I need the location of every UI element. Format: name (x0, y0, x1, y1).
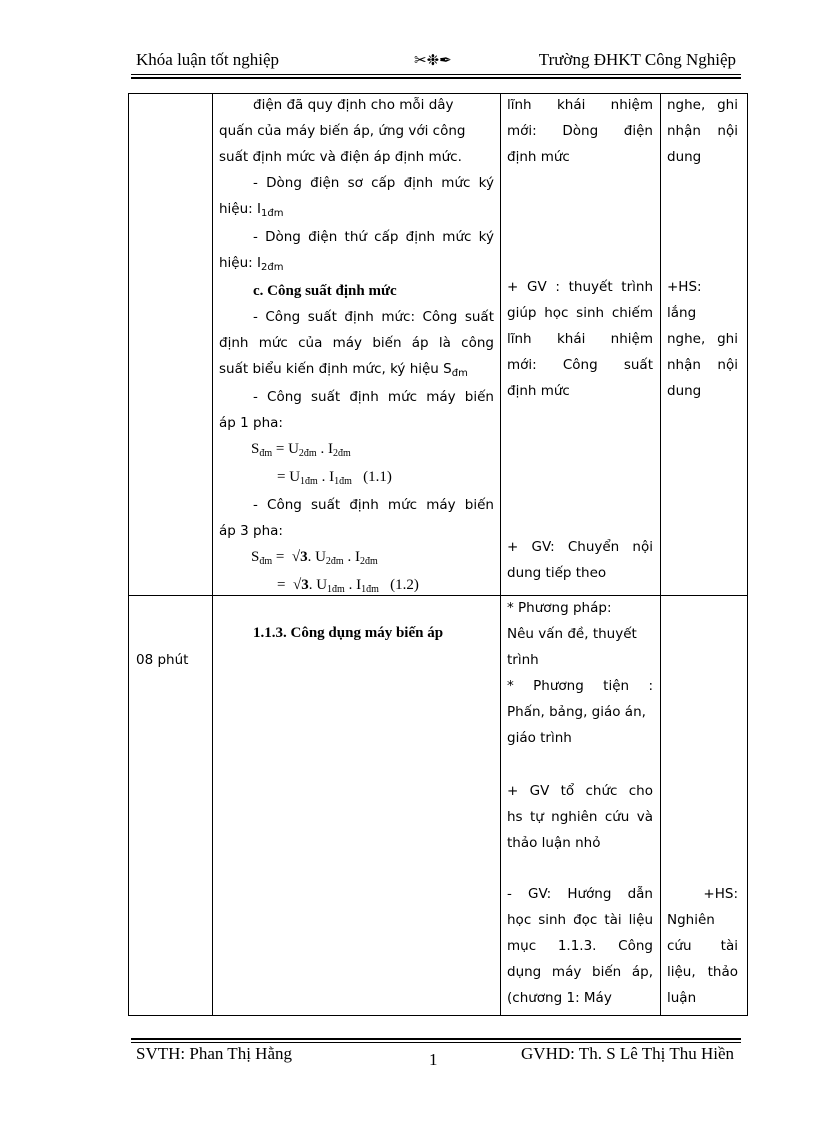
text-fragment: hiệu: I (219, 255, 261, 271)
row2-teacher-activity (507, 595, 653, 751)
text-line: dung (667, 149, 702, 165)
text-fragment: = (272, 549, 292, 565)
formula-line (219, 436, 494, 464)
text-line (219, 196, 494, 224)
text-line: - Công suất định mức máy biến (253, 497, 494, 513)
sqrt-symbol: √3 (292, 577, 309, 593)
row2-section-title: 1.1.3. Công dụng máy biến áp (253, 625, 444, 641)
text-fragment: . U (308, 577, 328, 593)
text-line: giúp học sinh chiếm (507, 305, 653, 321)
subscript: 1đm (300, 476, 318, 487)
text-line: dung (667, 383, 702, 399)
header-rule-thin (131, 74, 741, 75)
text-line: định mức (507, 149, 570, 165)
text-line: - Công suất định mức: Công suất (253, 309, 494, 325)
text-fragment: (1.1) (351, 469, 392, 485)
section-heading: c. Công suất định mức (253, 283, 397, 299)
text-line: nghe, ghi (667, 331, 738, 347)
text-fragment: suất biểu kiến định mức, ký hiệu S (219, 361, 452, 377)
text-line (219, 250, 494, 278)
subscript: 1đm (261, 208, 284, 219)
subscript: đm (259, 448, 273, 459)
text-line: * Phương pháp: (507, 600, 612, 616)
row1-teacher-activity-3 (507, 534, 653, 586)
row1-student-activity-2 (667, 274, 738, 404)
subscript: đm (451, 368, 468, 379)
text-fragment: . U (307, 549, 326, 565)
text-fragment: . I (344, 577, 362, 593)
text-fragment: S (251, 549, 260, 565)
footer-rule-thick (131, 1038, 741, 1040)
text-fragment: = (277, 577, 293, 593)
text-line: mục 1.1.3. Công (507, 938, 653, 954)
text-line: Nêu vấn đề, thuyết (507, 626, 637, 642)
formula-line (219, 464, 494, 492)
row2-teacher-activity-2 (507, 778, 653, 856)
text-fragment: S (251, 441, 260, 457)
row1-teacher-activity-2 (507, 274, 653, 404)
subscript: 1đm (327, 584, 345, 595)
text-line: - Dòng điện thứ cấp định mức ký (253, 229, 494, 245)
text-line: + GV: Chuyển nội (507, 539, 653, 555)
text-line: nghe, ghi (667, 97, 738, 113)
text-line: lĩnh khái nhiệm (507, 331, 653, 347)
text-fragment: hiệu: I (219, 201, 261, 217)
text-line: điện đã quy định cho mỗi dây (253, 97, 454, 113)
subscript: 2đm (332, 448, 351, 459)
row1-student-activity (667, 92, 738, 170)
subscript: 1đm (334, 476, 352, 487)
subscript: 2đm (325, 556, 344, 567)
text-line: định mức (507, 383, 570, 399)
text-line: nhận nội (667, 123, 738, 139)
header-ornament: ✂❉✒ (414, 53, 452, 69)
text-line: giáo trình (507, 730, 572, 746)
text-fragment: (1.2) (378, 577, 419, 593)
text-line: suất định mức và điện áp định mức. (219, 149, 462, 165)
text-line: Phấn, bảng, giáo án, (507, 704, 646, 720)
subscript: 2đm (298, 448, 317, 459)
text-line: quấn của máy biến áp, ứng với công (219, 123, 466, 139)
text-line: áp 1 pha: (219, 415, 283, 431)
text-line: mới: Công suất (507, 357, 653, 373)
footer-left-text: SVTH: Phan Thị Hằng (136, 1044, 292, 1063)
header-right-text: Trường ĐHKT Công Nghiệp (538, 50, 736, 69)
formula-line (219, 544, 494, 572)
text-line: định mức của máy biến áp là công (219, 335, 494, 351)
table-col-divider-3 (660, 93, 661, 1015)
header-left-text: Khóa luận tốt nghiệp (136, 50, 280, 69)
subscript: 1đm (361, 584, 379, 595)
header-rule-thick (131, 77, 741, 79)
text-line: * Phương tiện : (507, 678, 653, 694)
text-fragment: . I (343, 549, 360, 565)
text-line: +HS: (667, 279, 702, 295)
table-col-divider-2 (500, 93, 501, 1015)
text-fragment: = U (272, 441, 299, 457)
text-line: nhận nội (667, 357, 738, 373)
subscript: 2đm (359, 556, 378, 567)
footer-right-text: GVHD: Th. S Lê Thị Thu Hiền (521, 1044, 734, 1063)
text-fragment: = U (277, 469, 301, 485)
text-line: - Dòng điện sơ cấp định mức ký (253, 175, 494, 191)
page-header (136, 50, 736, 72)
subscript: đm (259, 556, 273, 567)
text-line (219, 356, 494, 384)
row1-content-column (219, 92, 494, 600)
text-fragment: . I (317, 469, 335, 485)
row1-teacher-activity (507, 92, 653, 170)
text-line: thảo luận nhỏ (507, 835, 601, 851)
text-line: trình (507, 652, 539, 668)
text-line: cứu tài (667, 938, 738, 954)
text-fragment: . I (316, 441, 333, 457)
text-line: học sinh đọc tài liệu (507, 912, 653, 928)
row2-teacher-activity-3 (507, 881, 653, 1011)
text-line: lĩnh khái nhiệm (507, 97, 653, 113)
text-line: luận (667, 990, 697, 1006)
text-line: (chương 1: Máy (507, 990, 612, 1006)
text-line: mới: Dòng điện (507, 123, 653, 139)
text-line: liệu, thảo (667, 964, 738, 980)
page-number: 1 (429, 1050, 438, 1069)
text-line: + GV : thuyết trình (507, 279, 653, 295)
footer-rule-thin (131, 1042, 741, 1043)
subscript: 2đm (261, 262, 284, 273)
sqrt-symbol: √3 (291, 549, 308, 565)
row2-student-activity (667, 881, 738, 1011)
text-line: dung tiếp theo (507, 565, 607, 581)
text-line: dụng máy biến áp, (507, 964, 653, 980)
text-line: - Công suất định mức máy biến (253, 389, 494, 405)
row2-duration: 08 phút (136, 652, 189, 668)
text-line: +HS: (703, 886, 738, 902)
table-col-divider-1 (212, 93, 213, 1015)
text-line: + GV tổ chức cho (507, 783, 653, 799)
text-line: - GV: Hướng dẫn (507, 886, 653, 902)
text-line: hs tự nghiên cứu và (507, 809, 653, 825)
text-line: áp 3 pha: (219, 523, 283, 539)
text-line: Nghiên (667, 912, 715, 928)
formula-line (219, 572, 494, 600)
text-line: lắng (667, 305, 697, 321)
